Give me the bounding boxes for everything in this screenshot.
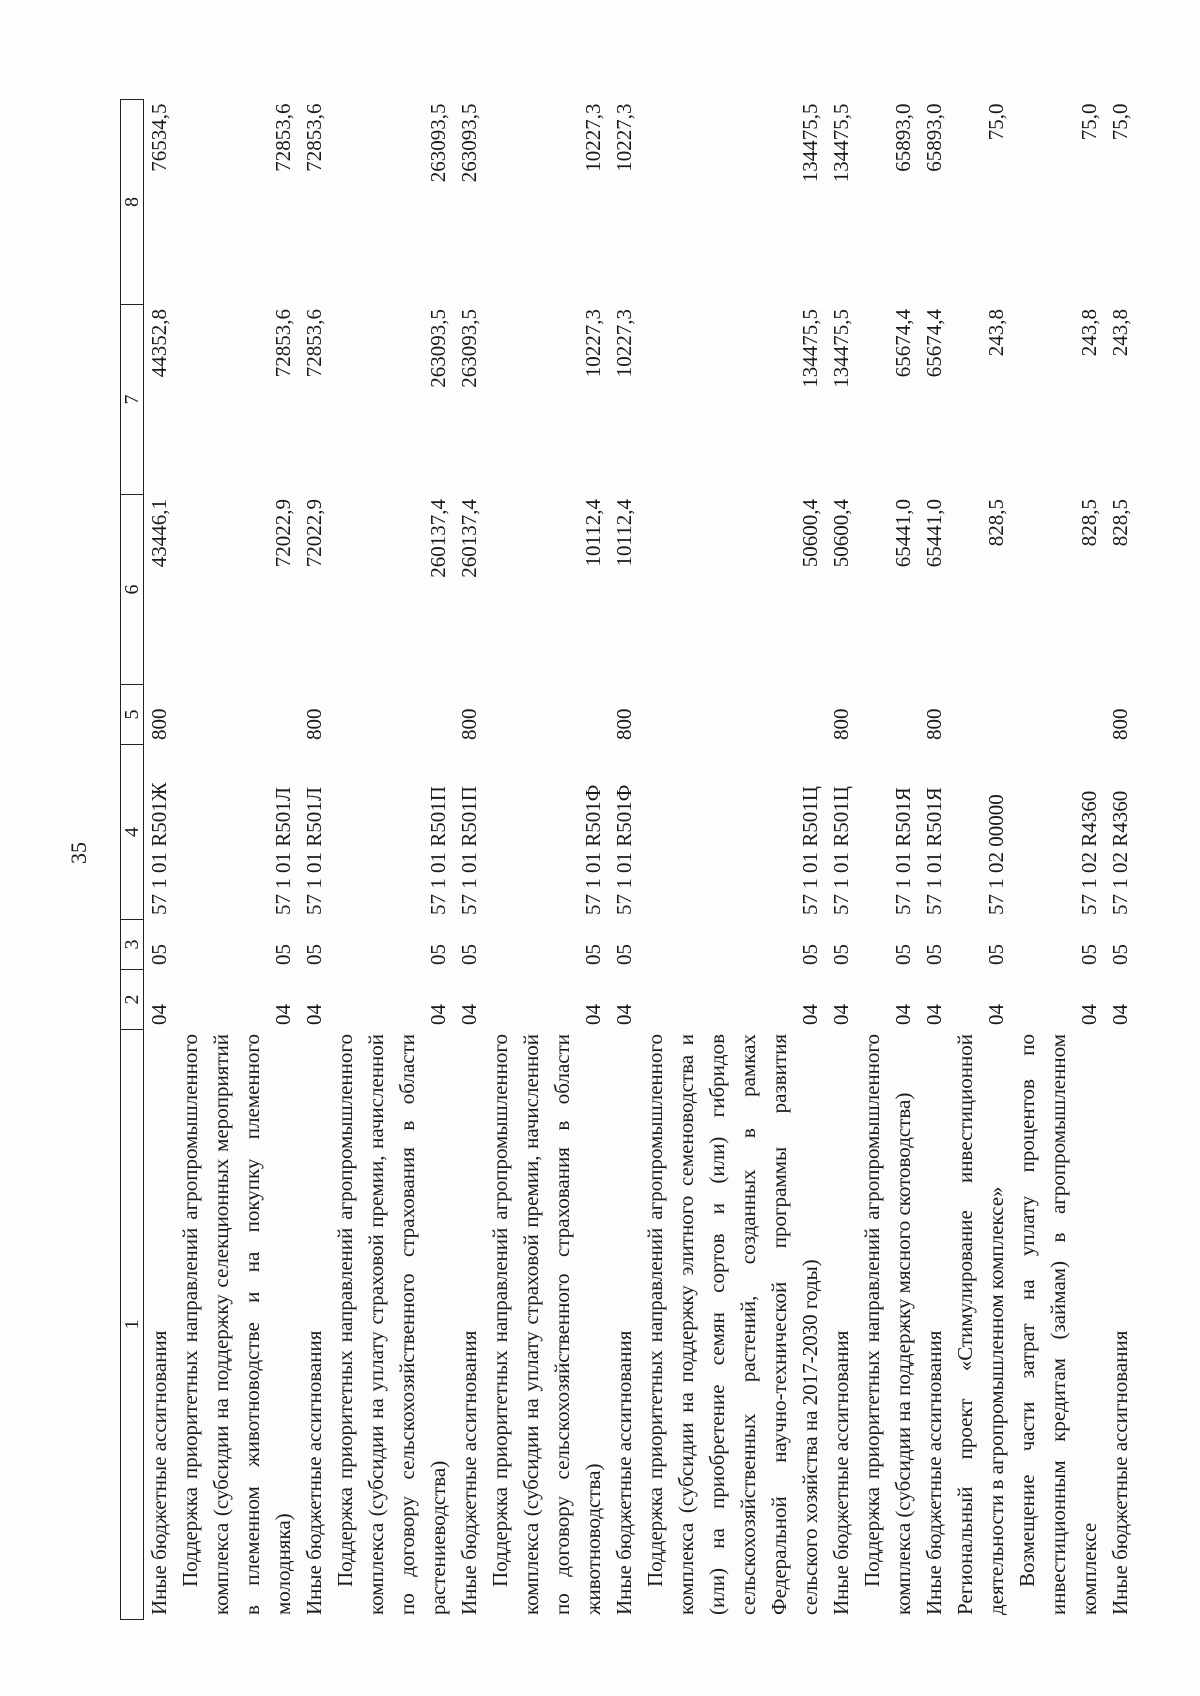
row-amount-col-8: 10227,3	[609, 100, 640, 305]
row-amount-col-6: 43446,1	[144, 495, 176, 685]
table-row	[919, 100, 950, 1620]
header-col-6: 6	[121, 495, 144, 685]
row-amount-col-7: 10227,3	[609, 305, 640, 495]
row-description: Поддержка приоритетных направлений агропромышленного комплекса (субсидии на уплату страховой премии, начисленной по договору сельскохозяйственного страхования в области растениеводства)	[330, 1030, 454, 1620]
row-amount-col-6: 10112,4	[485, 495, 609, 685]
row-section-code: 04	[454, 970, 485, 1030]
row-expense-type: 800	[454, 685, 485, 745]
row-section-code: 04	[144, 970, 176, 1030]
row-amount-col-7: 243,8	[1012, 305, 1105, 495]
header-col-5: 5	[121, 685, 144, 745]
row-subsection-code: 05	[1105, 920, 1136, 970]
row-target-article: 57 1 01 R501Я	[919, 745, 950, 920]
row-amount-col-8: 75,0	[1105, 100, 1136, 305]
row-amount-col-6: 828,5	[1012, 495, 1105, 685]
row-amount-col-8: 72853,6	[175, 100, 299, 305]
row-subsection-code: 05	[919, 920, 950, 970]
row-description: Иные бюджетные ассигнования	[144, 1030, 176, 1620]
row-amount-col-7: 134475,5	[640, 305, 826, 495]
row-expense-type: 800	[919, 685, 950, 745]
row-amount-col-6: 828,5	[1105, 495, 1136, 685]
row-amount-col-7: 72853,6	[175, 305, 299, 495]
row-section-code: 04	[1012, 970, 1105, 1030]
table-row	[175, 100, 299, 1620]
row-description: Поддержка приоритетных направлений агропромышленного комплекса (субсидии на поддержку селекционных мероприятий в племенном животноводстве и на покупку племенного молодняка)	[175, 1030, 299, 1620]
row-section-code: 04	[1105, 970, 1136, 1030]
row-subsection-code: 05	[826, 920, 857, 970]
row-amount-col-7: 65674,4	[919, 305, 950, 495]
table-row	[609, 100, 640, 1620]
row-amount-col-8: 134475,5	[826, 100, 857, 305]
header-col-2: 2	[121, 970, 144, 1030]
table-row	[1012, 100, 1105, 1620]
row-expense-type: 800	[609, 685, 640, 745]
header-col-1: 1	[121, 1030, 144, 1620]
row-expense-type: 800	[144, 685, 176, 745]
row-amount-col-6: 65441,0	[857, 495, 919, 685]
row-amount-col-8: 72853,6	[299, 100, 330, 305]
row-expense-type: 800	[299, 685, 330, 745]
row-target-article: 57 1 01 R501Я	[857, 745, 919, 920]
row-amount-col-6: 72022,9	[175, 495, 299, 685]
row-subsection-code: 05	[857, 920, 919, 970]
row-subsection-code: 05	[640, 920, 826, 970]
row-subsection-code: 05	[144, 920, 176, 970]
row-amount-col-8: 263093,5	[330, 100, 454, 305]
row-section-code: 04	[330, 970, 454, 1030]
row-description: Иные бюджетные ассигнования	[1105, 1030, 1136, 1620]
row-amount-col-8: 10227,3	[485, 100, 609, 305]
row-subsection-code: 05	[175, 920, 299, 970]
row-amount-col-8: 134475,5	[640, 100, 826, 305]
row-amount-col-8: 65893,0	[919, 100, 950, 305]
row-expense-type: 800	[826, 685, 857, 745]
row-section-code: 04	[950, 970, 1012, 1030]
row-amount-col-8: 76534,5	[144, 100, 176, 305]
table-row	[857, 100, 919, 1620]
row-description: Поддержка приоритетных направлений агропромышленного комплекса (субсидии на поддержку мясного скотоводства)	[857, 1030, 919, 1620]
row-amount-col-7: 243,8	[1105, 305, 1136, 495]
row-amount-col-7: 243,8	[950, 305, 1012, 495]
row-expense-type	[485, 685, 609, 745]
row-target-article: 57 1 01 R501Л	[299, 745, 330, 920]
row-section-code: 04	[857, 970, 919, 1030]
row-target-article: 57 1 01 R501Ц	[640, 745, 826, 920]
row-description: Региональный проект «Стимулирование инвестиционной деятельности в агропромышленном комплексе»	[950, 1030, 1012, 1620]
row-target-article: 57 1 01 R501Ц	[826, 745, 857, 920]
row-section-code: 04	[640, 970, 826, 1030]
row-amount-col-8: 75,0	[950, 100, 1012, 305]
row-description: Иные бюджетные ассигнования	[454, 1030, 485, 1620]
row-section-code: 04	[299, 970, 330, 1030]
header-col-7: 7	[121, 305, 144, 495]
row-target-article: 57 1 01 R501Л	[175, 745, 299, 920]
page-number: 35	[66, 842, 91, 864]
row-section-code: 04	[826, 970, 857, 1030]
row-expense-type	[857, 685, 919, 745]
table-row	[826, 100, 857, 1620]
row-description: Поддержка приоритетных направлений агропромышленного комплекса (субсидии на уплату страховой премии, начисленной по договору сельскохозяйственного страхования в области животноводства)	[485, 1030, 609, 1620]
row-amount-col-6: 65441,0	[919, 495, 950, 685]
row-section-code: 04	[609, 970, 640, 1030]
row-subsection-code: 05	[950, 920, 1012, 970]
row-subsection-code: 05	[609, 920, 640, 970]
row-expense-type	[1012, 685, 1105, 745]
row-expense-type	[950, 685, 1012, 745]
row-amount-col-7: 263093,5	[330, 305, 454, 495]
row-section-code: 04	[485, 970, 609, 1030]
header-col-3: 3	[121, 920, 144, 970]
row-target-article: 57 1 01 R501П	[330, 745, 454, 920]
row-amount-col-7: 72853,6	[299, 305, 330, 495]
row-expense-type	[175, 685, 299, 745]
row-description: Иные бюджетные ассигнования	[299, 1030, 330, 1620]
row-amount-col-8: 65893,0	[857, 100, 919, 305]
row-description: Поддержка приоритетных направлений агропромышленного комплекса (субсидии на поддержку элитного семеноводства и (или) на приобретение семян сортов и (или) гибридов сельскохозяйственных растений, созданных в рамках Федеральной научно-технической программы развития сельского хозяйства на 2017-2030 годы)	[640, 1030, 826, 1620]
row-amount-col-6: 260137,4	[454, 495, 485, 685]
row-amount-col-6: 50600,4	[826, 495, 857, 685]
table-row	[144, 100, 176, 1620]
row-subsection-code: 05	[330, 920, 454, 970]
row-target-article: 57 1 01 R501Ф	[485, 745, 609, 920]
budget-table	[120, 99, 1136, 1620]
table-row	[640, 100, 826, 1620]
row-amount-col-7: 44352,8	[144, 305, 176, 495]
row-target-article: 57 1 02 R4360	[1012, 745, 1105, 920]
row-amount-col-7: 10227,3	[485, 305, 609, 495]
row-expense-type	[330, 685, 454, 745]
table-row	[330, 100, 454, 1620]
header-row	[121, 100, 144, 1620]
row-amount-col-7: 134475,5	[826, 305, 857, 495]
row-amount-col-8: 75,0	[1012, 100, 1105, 305]
row-description: Возмещение части затрат на уплату процентов по инвестиционным кредитам (займам) в агропромышленном комплексе	[1012, 1030, 1105, 1620]
row-target-article: 57 1 01 R501Ф	[609, 745, 640, 920]
row-description: Иные бюджетные ассигнования	[609, 1030, 640, 1620]
row-subsection-code: 05	[485, 920, 609, 970]
row-target-article: 57 1 01 R501П	[454, 745, 485, 920]
row-amount-col-6: 828,5	[950, 495, 1012, 685]
row-subsection-code: 05	[299, 920, 330, 970]
row-expense-type: 800	[1105, 685, 1136, 745]
row-section-code: 04	[175, 970, 299, 1030]
row-target-article: 57 1 01 R501Ж	[144, 745, 176, 920]
table-row	[299, 100, 330, 1620]
table-row	[454, 100, 485, 1620]
table-row	[950, 100, 1012, 1620]
row-description: Иные бюджетные ассигнования	[919, 1030, 950, 1620]
row-amount-col-6: 260137,4	[330, 495, 454, 685]
row-amount-col-8: 263093,5	[454, 100, 485, 305]
header-col-4: 4	[121, 745, 144, 920]
row-expense-type	[640, 685, 826, 745]
row-subsection-code: 05	[1012, 920, 1105, 970]
row-target-article: 57 1 02 00000	[950, 745, 1012, 920]
header-col-8: 8	[121, 100, 144, 305]
row-target-article: 57 1 02 R4360	[1105, 745, 1136, 920]
row-subsection-code: 05	[454, 920, 485, 970]
row-section-code: 04	[919, 970, 950, 1030]
row-amount-col-7: 263093,5	[454, 305, 485, 495]
row-amount-col-6: 50600,4	[640, 495, 826, 685]
table-row	[1105, 100, 1136, 1620]
row-amount-col-6: 10112,4	[609, 495, 640, 685]
row-amount-col-6: 72022,9	[299, 495, 330, 685]
table-row	[485, 100, 609, 1620]
row-amount-col-7: 65674,4	[857, 305, 919, 495]
table-body	[144, 100, 1137, 1620]
rotated-table-sheet	[120, 100, 1132, 1620]
row-description: Иные бюджетные ассигнования	[826, 1030, 857, 1620]
